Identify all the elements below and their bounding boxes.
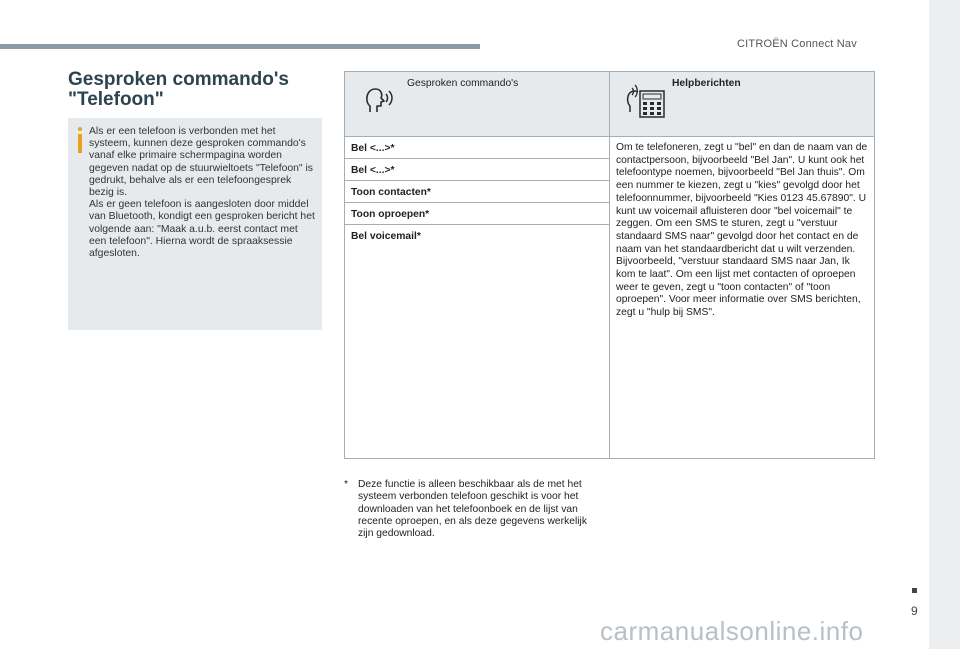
command-footnote-mark: * [425,209,430,220]
command-footnote-mark: * [426,187,431,198]
voice-help-keypad-icon [626,82,668,120]
command-label: Bel <...> [351,165,391,176]
help-message-cell: Om te telefoneren, zegt u "bel" en dan de naam van de contactpersoon, bijvoorbeeld "Bel Jan". U kunt ook het telefoontype noemen, bijvoorbeeld "Bel Jan thuis". Om een nummer te kiezen, zegt u "kies" gevolgd door het telefoonnummer, bijvoorbeeld "Kies 0123 45.67890". U kunt uw voicemail afluisteren door "bel voicemail" te zeggen. Om een SMS te sturen, zegt u "verstuur standaard SMS naar" gevolgd door het contact en de naam van het standaardbericht dat u wilt verzenden. Bijvoorbeeld, "verstuur standaard SMS naar Jan, Ik kom te laat". Om een lijst met contacten of oproepen weer te geven, zegt u "toon contacten" of "toon oproepen". Voor meer informatie over SMS berichten, zegt u "hulp bij SMS". [610,137,875,459]
header-brand: CITROËN Connect Nav [737,38,857,50]
table-header-commands-label: Gesproken commando's [407,78,519,89]
table-header-commands [345,72,610,137]
command-cell [345,159,610,181]
page-title [68,70,328,110]
header-rule [0,44,480,49]
page-number: 9 [911,604,918,618]
command-cell [345,203,610,225]
footnote [344,479,604,540]
command-footnote-mark: * [416,231,421,242]
info-paragraph-2: Als er geen telefoon is aangesloten door middel van Bluetooth, kondigt een gesproken bericht het volgende aan: "Maak a.u.b. eerst contact met een telefoon". Hierna wordt de spraaksessie afgesloten. [89,199,315,260]
command-label: Toon contacten [351,187,427,198]
footnote-text: Deze functie is alleen beschikbaar als de met het systeem verbonden telefoon geschikt is voor het downloaden van het telefoonboek en de lijst van recente oproepen, en als deze gegevens werkelijk zijn gedownload. [358,479,587,540]
table-header-row [345,72,875,137]
command-cell [345,181,610,203]
command-label: Bel <...> [351,143,391,154]
command-footnote-mark: * [390,165,395,176]
command-label: Bel voicemail [351,231,417,242]
page-title-line-1: Gesproken commando's [68,69,289,90]
table-row [345,137,875,159]
command-cell [345,225,610,459]
info-box [68,118,322,330]
page-edge-strip [929,0,960,649]
table-header-help-label: Helpberichten [672,78,741,89]
watermark: carmanualsonline.info [600,616,864,646]
command-cell [345,137,610,159]
info-text [89,126,317,260]
voice-commands-table [344,71,875,459]
command-label: Toon oproepen [351,209,426,220]
continue-square-icon [912,588,917,593]
info-paragraph-1: Als er een telefoon is verbonden met het systeem, kunnen deze gesproken commando's vanaf elke primaire schermpagina worden gegeven nadat op de stuurwieltoets "Telefoon" is gedrukt, behalve als er een telefoongesprek bezig is. [89,126,313,199]
voice-command-icon [361,82,397,118]
table-header-help [610,72,875,137]
command-footnote-mark: * [390,143,395,154]
info-icon [78,127,82,153]
footnote-mark: * [344,479,349,490]
page-title-line-2: "Telefoon" [68,89,164,110]
